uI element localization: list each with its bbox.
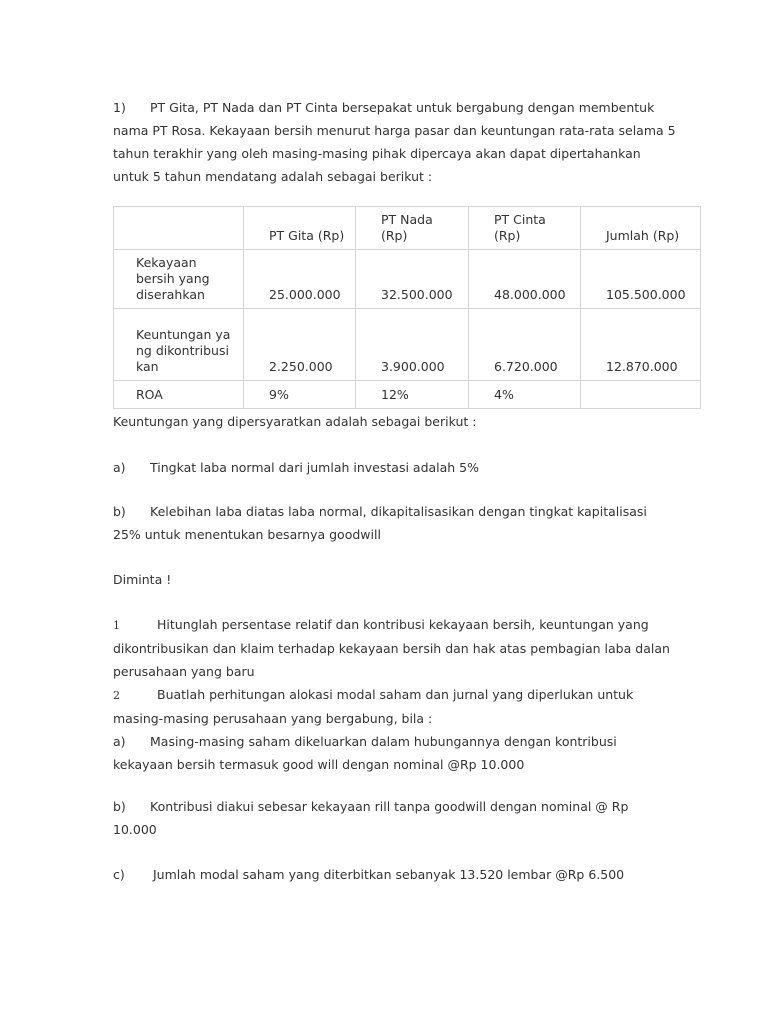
table-header-cell: PT Gita (Rp) xyxy=(244,207,356,250)
table-header-cell: PT Nada (Rp) xyxy=(356,207,469,250)
contribution-table xyxy=(113,206,701,409)
table-cell: 32.500.000 xyxy=(356,250,469,309)
table-cell: 12.870.000 xyxy=(581,309,701,381)
table-cell: 9% xyxy=(244,381,356,409)
table-cell-label: Kekayaan bersih yang diserahkan xyxy=(114,250,244,309)
table-cell: 6.720.000 xyxy=(469,309,581,381)
task-c-marker: c) xyxy=(113,867,125,882)
requirement-b-marker: b) xyxy=(113,504,126,519)
table-cell: 4% xyxy=(469,381,581,409)
task-1-marker: 1 xyxy=(113,619,120,632)
task-b-line-1: Kontribusi diakui sebesar kekayaan rill tanpa goodwill dengan nominal @ Rp xyxy=(150,799,629,814)
intro-paragraph xyxy=(113,96,713,188)
table-cell: 105.500.000 xyxy=(581,250,701,309)
requirements-intro: Keuntungan yang dipersyaratkan adalah sebagai berikut : xyxy=(113,414,477,429)
task-1 xyxy=(113,613,713,776)
requirement-a-marker: a) xyxy=(113,460,126,475)
requirement-a xyxy=(113,456,713,479)
table-header-cell xyxy=(114,207,244,250)
requirement-b-line-2: 25% untuk menentukan besarnya goodwill xyxy=(113,527,381,542)
requirement-b-line-1: Kelebihan laba diatas laba normal, dikapitalisasikan dengan tingkat kapitalisasi xyxy=(150,504,647,519)
task-1-line-1: Hitunglah persentase relatif dan kontribusi kekayaan bersih, keuntungan yang xyxy=(157,617,649,632)
requirement-a-text: Tingkat laba normal dari jumlah investasi adalah 5% xyxy=(150,460,480,475)
task-b-line-2: 10.000 xyxy=(113,822,157,837)
task-a-line-1: Masing-masing saham dikeluarkan dalam hubungannya dengan kontribusi xyxy=(150,734,617,749)
table-row xyxy=(114,309,701,381)
task-1-line-3: perusahaan yang baru xyxy=(113,664,255,679)
table-cell-label: ROA xyxy=(114,381,244,409)
table-cell xyxy=(581,381,701,409)
requirement-b xyxy=(113,500,713,546)
task-1-line-2: dikontribusikan dan klaim terhadap kekayaan bersih dan hak atas pembagian laba dalan xyxy=(113,641,670,656)
intro-line-1: PT Gita, PT Nada dan PT Cinta bersepakat untuk bergabung dengan membentuk xyxy=(150,100,655,115)
intro-line-3: tahun terakhir yang oleh masing-masing pihak dipercaya akan dapat dipertahankan xyxy=(113,146,641,161)
intro-line-2: nama PT Rosa. Kekayaan bersih menurut harga pasar dan keuntungan rata-rata selama 5 xyxy=(113,123,676,138)
table-header-cell: Jumlah (Rp) xyxy=(581,207,701,250)
task-a-line-2: kekayaan bersih termasuk good will dengan nominal @Rp 10.000 xyxy=(113,757,525,772)
table-header-cell: PT Cinta (Rp) xyxy=(469,207,581,250)
tasks-heading: Diminta ! xyxy=(113,572,172,587)
task-b-marker: b) xyxy=(113,799,126,814)
table-cell: 48.000.000 xyxy=(469,250,581,309)
task-c-line-1: Jumlah modal saham yang diterbitkan sebanyak 13.520 lembar @Rp 6.500 xyxy=(153,867,625,882)
task-2-line-2: masing-masing perusahaan yang bergabung, bila : xyxy=(113,711,433,726)
task-2-marker: 2 xyxy=(113,689,120,702)
task-b xyxy=(113,795,713,841)
table-header-row xyxy=(114,207,701,250)
intro-marker: 1) xyxy=(113,100,126,115)
table-cell: 12% xyxy=(356,381,469,409)
table-cell: 2.250.000 xyxy=(244,309,356,381)
intro-line-4: untuk 5 tahun mendatang adalah sebagai berikut : xyxy=(113,169,433,184)
table-row xyxy=(114,381,701,409)
table-cell: 25.000.000 xyxy=(244,250,356,309)
table-row xyxy=(114,250,701,309)
table-cell-label: Keuntungan yang dikontribusikan xyxy=(114,309,244,381)
table-cell: 3.900.000 xyxy=(356,309,469,381)
task-2-line-1: Buatlah perhitungan alokasi modal saham dan jurnal yang diperlukan untuk xyxy=(157,687,634,702)
task-c xyxy=(113,863,713,886)
task-a-marker: a) xyxy=(113,734,126,749)
